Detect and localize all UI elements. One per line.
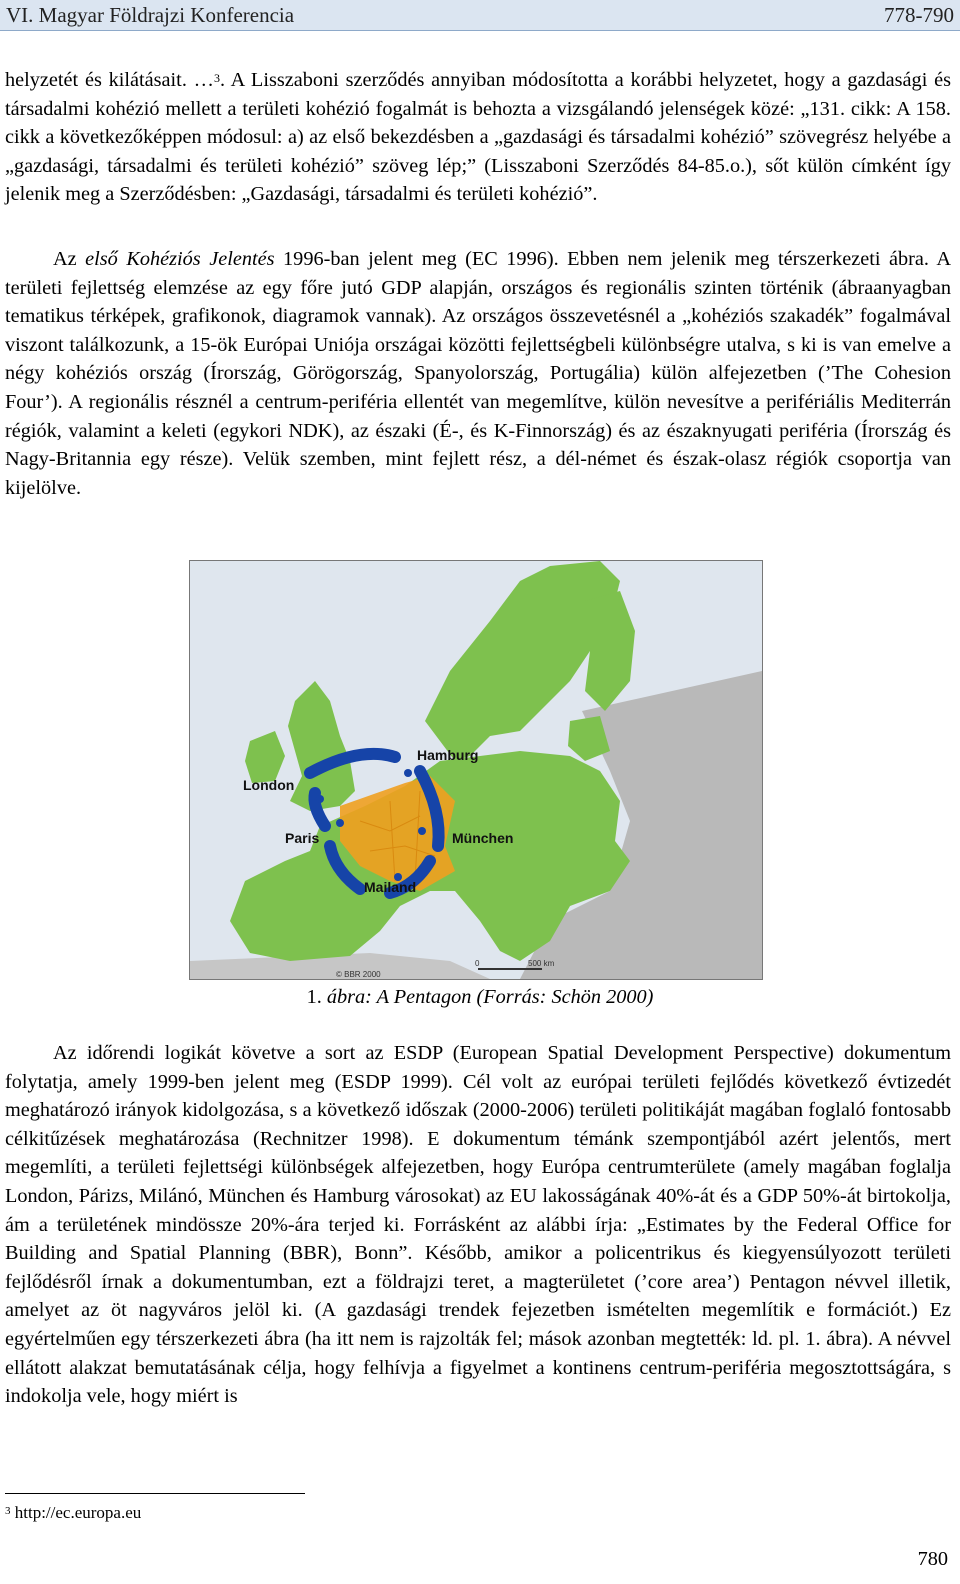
- paragraph-cohesion-pre: Az: [53, 248, 86, 270]
- report-title-italic: első Kohéziós Jelentés: [85, 248, 275, 270]
- page-number: 780: [917, 1548, 948, 1570]
- footnote-reference[interactable]: 3: [213, 71, 220, 85]
- paris-dot: [336, 819, 344, 827]
- caption-number: 1.: [306, 986, 327, 1008]
- page-range: 778-790: [884, 3, 954, 27]
- paragraph-lisbon: [5, 66, 951, 209]
- paragraph-esdp: [5, 1039, 951, 1411]
- london-dot: [316, 795, 324, 803]
- pentagon-map-figure: [189, 560, 763, 980]
- paragraph-cohesion-body: 1996-ban jelent meg (EC 1996). Ebben nem jelenik meg térszerkezeti ábra. A területi fejlettség elemzése az egy főre jutó GDP alapján, országos és regionális szinten történik (ábraanyagban tematikus térképek, grafikonok, diagramok vannak). Az országos összevetésnél a „kohéziós szakadék” fogalmával viszont találkozunk, a 15-ök Európai Uniója országai közötti fejlettségbeli különbségre utalva, s ki is van emelve a négy kohéziós ország (Írország, Görögország, Spanyolország, Portugália) külön alfejezetben (’The Cohesion Four’). A regionális résznél a centrum-periféria ellentét van megemlítve, külön nevesítve a perifériális Mediterrán régiók, valamint a keleti (egykori NDK), az északi (É-, és K-Finnország) és az északnyugati periféria (Írország és Nagy-Britannia egy része). Velük szemben, mint fejlett rész, a dél-német és észak-olasz régiók csoportja van kijelölve.: [5, 248, 951, 499]
- hamburg-dot: [404, 769, 412, 777]
- label-london: London: [243, 777, 295, 793]
- figure-caption: [0, 983, 960, 1011]
- footnote-number: 3: [5, 1505, 11, 1517]
- footnote-link[interactable]: http://ec.europa.eu: [10, 1503, 142, 1522]
- paragraph-cohesion-report: [5, 245, 951, 502]
- munchen-dot: [418, 827, 426, 835]
- scale-zero: 0: [475, 959, 480, 968]
- label-munchen: München: [452, 830, 514, 846]
- caption-text: ábra: A Pentagon (Forrás: Schön 2000): [326, 986, 654, 1008]
- paragraph-esdp-body: Az időrendi logikát követve a sort az ESDP (European Spatial Development Perspective) dokumentum folytatja, amely 1999-ben jelent meg (ESDP 1999). Cél volt az európai területi fejlődés következő évtizedét meghatározó irányok kidolgozása, s a következő időszak (2000-2006) területi politikáját magában foglaló fontosabb célkitűzések meghatározása (Rechnitzer 1998). E dokumentum témánk szempontjából azért jelentős, mert megemlíti, a területi fejlettségi különbségek alfejezetben, hogy Európa centrumterülete (amely magában foglalja London, Párizs, Milánó, München és Hamburg városokat) az EU lakosságának 40%-át és a GDP 50%-át birtokolja, ám a területének mindössze 20%-ára terjed ki. Forrásként az alábbi írja: „Estimates by the Federal Office for Building and Spatial Planning (BBR), Bonn”. Később, amikor a policentrikus és kiegyensúlyozott területi fejlődésről írnak a dokumentumban, ezt a földrajzi teret, a magterületet (’core area’) Pentagon névvel illetik, amelyet az öt nagyváros jelöl ki. (A gazdasági trendek fejezetben ismételten megemlítik e formációt.) Ez egyértelműen egy térszerkezeti ábra (ha itt nem is rajzolták fel; mások azonban megtették: ld. pl. 1. ábra). A névvel ellátott alakzat bemutatásának célja, hogy felhívja a figyelmet a kontinens centrum-periféria megosztottságára, s indokolja vele, hogy miért is: [5, 1042, 951, 1408]
- map-copyright: © BBR 2000: [336, 970, 381, 979]
- footnote: [5, 1502, 141, 1524]
- conference-title: VI. Magyar Földrajzi Konferencia: [6, 3, 295, 27]
- running-header: [0, 0, 960, 31]
- paragraph-lisbon-start: helyzetét és kilátásait. …: [5, 69, 214, 91]
- scale-label: 500 km: [528, 959, 555, 968]
- footnote-separator: [5, 1493, 305, 1494]
- europe-map: [190, 561, 762, 979]
- paragraph-lisbon-body: . A Lisszaboni szerződés annyiban módosította a korábbi helyzetet, hogy a gazdasági és társadalmi kohézió mellett a területi kohézió fogalmát is behozta a vizsgálandó jelenségek közé: „131. cikk: A 158. cikk a következőképpen módosul: a) az első bekezdésben a „gazdasági és társadalmi kohézió” szövegrész helyébe a „gazdasági, társadalmi és területi kohézió” szöveg lép;” (Lisszaboni Szerződés 84-85.o.), sőt külön címként így jelenik meg a Szerződésben: „Gazdasági, társadalmi és területi kohézió”.: [5, 69, 951, 206]
- label-paris: Paris: [285, 830, 320, 846]
- label-hamburg: Hamburg: [417, 747, 479, 763]
- label-mailand: Mailand: [364, 879, 417, 895]
